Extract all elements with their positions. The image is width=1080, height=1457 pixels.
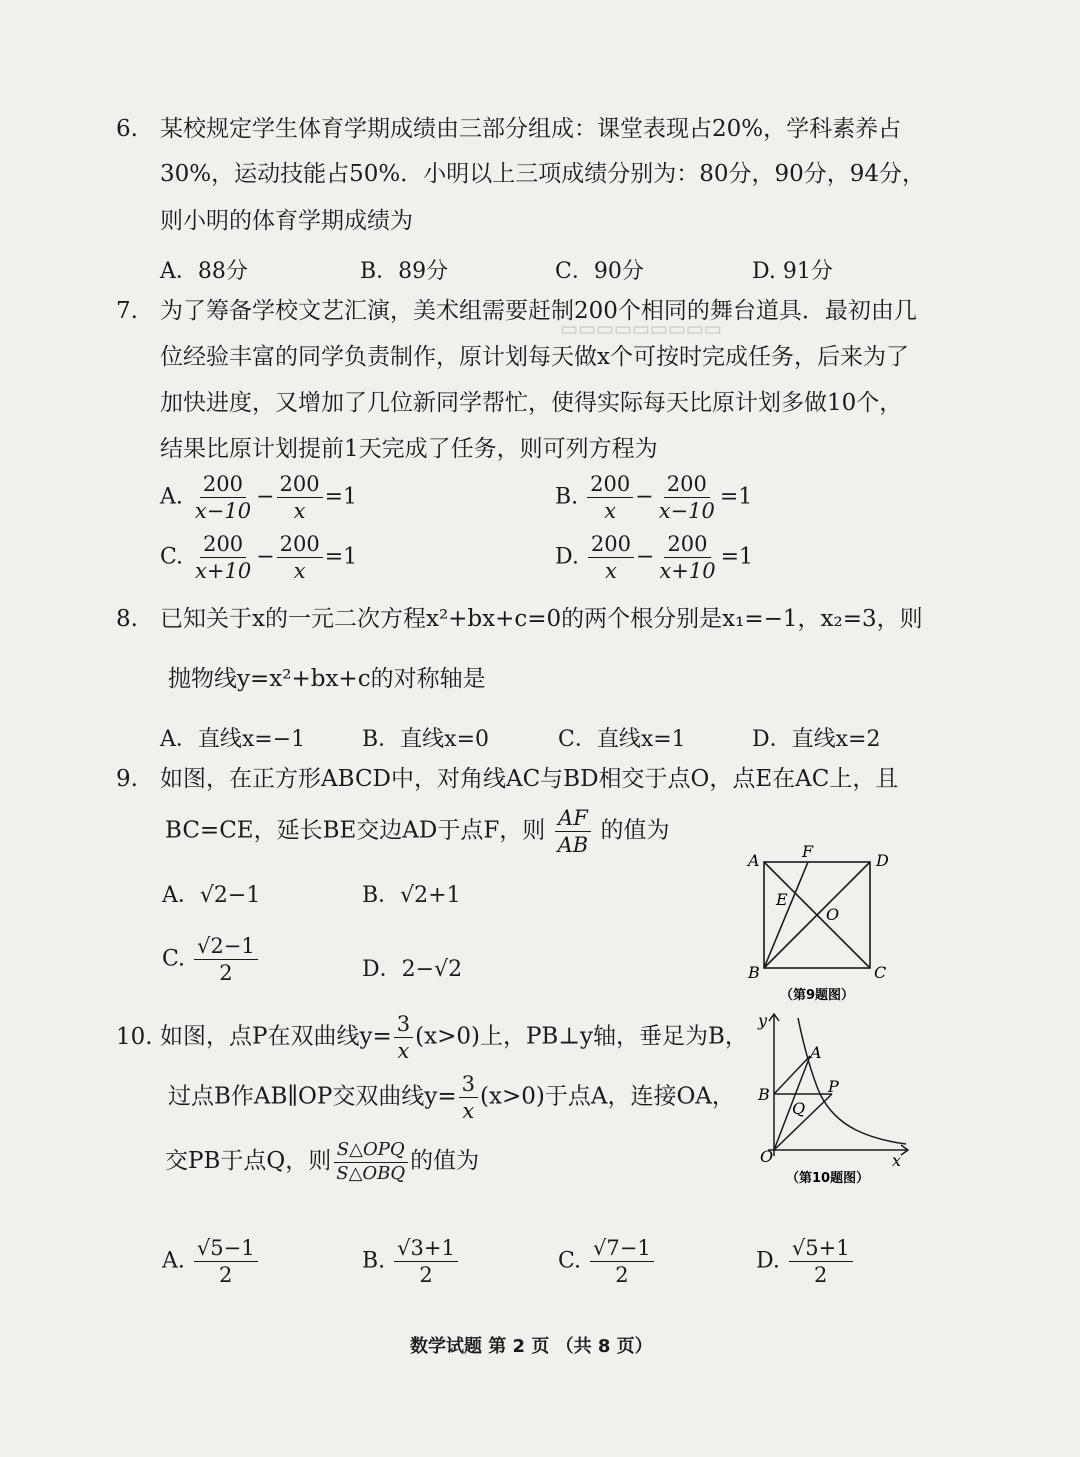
q10-option-c-frac: [590, 1236, 654, 1287]
q9-c-den: 2: [219, 961, 233, 986]
q9-label-b: B: [748, 963, 760, 982]
q7-option-a-frac1: [192, 472, 254, 523]
q10-line1-frac-den: x: [397, 1039, 410, 1064]
q9-option-a: A．√2−1: [162, 883, 261, 908]
q10-a-num: √5−1: [194, 1236, 258, 1262]
q10-figure-caption: （第10题图）: [786, 1171, 870, 1186]
q10-hyperbola: [798, 1018, 906, 1144]
bleed-through-text: ▭▭▭▭▭▭▭▭▭: [560, 318, 722, 340]
q9-label-a: A: [748, 851, 760, 870]
q7-c-den1: x+10: [195, 559, 252, 584]
q10-line2-frac-den: x: [462, 1099, 475, 1124]
q7-b-den1: x: [604, 499, 617, 524]
q7-c-num1: 200: [200, 532, 246, 558]
q7-option-d: D. $\frac{200}{x}$ − $\frac{200}{x+10}$ =1: [555, 532, 753, 584]
q10-option-d: [756, 1236, 855, 1287]
q9-option-c: [162, 934, 260, 985]
q10-label-p: P: [828, 1077, 839, 1096]
q9-figure-caption: （第9题图）: [780, 988, 855, 1003]
q9-line-bf: [764, 862, 808, 968]
q7-b-num2: 200: [664, 472, 710, 498]
q7-b-tail: =1: [719, 484, 753, 510]
q9-ratio-frac: [555, 806, 592, 857]
q10-d-num: √5+1: [789, 1236, 853, 1262]
q10-option-c: [558, 1236, 656, 1287]
q8-option-c: C．直线x=1: [558, 727, 686, 752]
q9-line1: 如图，在正方形ABCD中，对角线AC与BD相交于点O，点E在AC上，且: [160, 766, 899, 792]
q9-option-d: D．2−√2: [362, 957, 463, 982]
q7-option-c-frac2: [277, 532, 323, 583]
q10-label-a: A: [810, 1043, 822, 1062]
q10-option-a: [162, 1236, 260, 1287]
q6-line2: 30%，运动技能占50%．小明以上三项成绩分别为：80分，90分，94分，: [160, 161, 926, 187]
q7-option-b-label: B.: [555, 484, 579, 510]
q7-d-tail: =1: [720, 544, 753, 570]
q10-a-den: 2: [219, 1263, 233, 1288]
q10-ratio-num: S△OPQ: [334, 1140, 408, 1163]
q10-line3: [165, 1140, 479, 1184]
q9-label-o: O: [826, 905, 840, 924]
q10-option-d-label: D.: [756, 1248, 780, 1274]
q10-line1-b: (x>0)上，PB⊥y轴，垂足为B，: [415, 1023, 748, 1050]
q10-option-b-label: B.: [362, 1248, 386, 1274]
q10-line1-frac-num: 3: [394, 1012, 413, 1038]
q10-figure: [746, 1006, 916, 1190]
q10-label-q: Q: [792, 1099, 806, 1118]
q8-line2: 抛物线y=x²+bx+c的对称轴是: [168, 666, 486, 692]
q10-line2-b: (x>0)于点A，连接OA，: [480, 1083, 735, 1110]
q10-line2-frac: [459, 1072, 478, 1123]
q10-line2-frac-num: 3: [459, 1072, 478, 1098]
q7-option-b: B. $\frac{200}{x}$ − $\frac{200}{x-10}$ =1: [555, 472, 753, 524]
q7-d-den1: x: [604, 559, 617, 584]
q10-c-num: √7−1: [590, 1236, 654, 1262]
q7-option-c-frac1: [192, 532, 254, 583]
q9-number: 9.: [116, 766, 138, 792]
q6-line1: 某校规定学生体育学期成绩由三部分组成：课堂表现占20%，学科素养占: [160, 116, 902, 142]
q6-option-d: D. 91分: [752, 259, 833, 284]
q10-option-a-frac: [194, 1236, 258, 1287]
q10-option-a-label: A.: [162, 1248, 185, 1274]
q7-number: 7.: [116, 298, 138, 324]
q9-label-d: D: [876, 851, 889, 870]
q7-line1: 为了筹备学校文艺汇演，美术组需要赶制200个相同的舞台道具．最初由几: [160, 298, 917, 324]
q10-option-c-label: C.: [558, 1248, 582, 1274]
q7-option-d-label: D.: [555, 544, 579, 570]
q10-c-den: 2: [615, 1263, 629, 1288]
q10-option-b-frac: [394, 1236, 458, 1287]
q9-option-c-frac: [194, 934, 258, 985]
q9-label-f: F: [802, 842, 814, 861]
q8-option-b: B．直线x=0: [362, 727, 490, 752]
q7-b-den2: x−10: [658, 499, 715, 524]
q9-c-num: √2−1: [194, 934, 258, 960]
q6-line3: 则小明的体育学期成绩为: [160, 208, 413, 234]
q9-line2-a: BC=CE，延长BE交边AD于点F，则: [165, 817, 546, 844]
q9-line2-b: 的值为: [600, 817, 670, 844]
q10-ratio-frac: [333, 1140, 408, 1184]
q10-label-y: y: [758, 1011, 768, 1030]
q10-line2: [168, 1072, 735, 1123]
page-footer: 数学试题 第 2 页 （共 8 页）: [410, 1336, 653, 1357]
q6-option-c: C．90分: [555, 259, 644, 284]
q6-option-a: A．88分: [160, 259, 248, 284]
q7-option-b-frac1: [587, 472, 633, 523]
q10-line1-frac: [394, 1012, 413, 1063]
q9-option-c-label: C.: [162, 946, 186, 972]
q7-option-a-frac2: [277, 472, 323, 523]
q10-line2-a: 过点B作AB∥OP交双曲线y=: [168, 1083, 457, 1110]
q8-option-d: D．直线x=2: [752, 727, 881, 752]
q10-b-num: √3+1: [394, 1236, 458, 1262]
q9-figure: [742, 842, 902, 1004]
q7-line4: 结果比原计划提前1天完成了任务，则可列方程为: [160, 436, 658, 462]
q7-option-a: A. $\frac{200}{x-10}$ − $\frac{200}{x}$ =1: [160, 472, 358, 524]
q7-option-a-label: A.: [160, 484, 183, 510]
q6-option-b: B．89分: [360, 259, 449, 284]
q7-line3: 加快进度，又增加了几位新同学帮忙，使得实际每天比原计划多做10个，: [160, 390, 903, 416]
q10-line3-b: 的值为: [410, 1148, 480, 1175]
q9-ratio-num: AF: [555, 806, 591, 832]
q10-number: 10.: [116, 1024, 153, 1050]
q7-option-c: C. $\frac{200}{x+10}$ − $\frac{200}{x}$ =1: [160, 532, 358, 584]
q7-a-den2: x: [293, 499, 306, 524]
q10-line1: [160, 1012, 748, 1063]
q10-line-ab: [774, 1056, 810, 1094]
q8-line1: 已知关于x的一元二次方程x²+bx+c=0的两个根分别是x₁=−1，x₂=3，则: [160, 606, 923, 632]
q9-line2: [165, 806, 670, 857]
q7-b-num1: 200: [587, 472, 633, 498]
q7-a-tail: =1: [324, 484, 358, 510]
q7-d-den2: x+10: [659, 559, 716, 584]
q7-line2: 位经验丰富的同学负责制作，原计划每天做x个可按时完成任务，后来为了: [160, 344, 909, 370]
q9-option-b: B．√2+1: [362, 883, 461, 908]
q7-option-b-frac2: [656, 472, 718, 523]
q10-option-d-frac: [789, 1236, 853, 1287]
q7-a-num2: 200: [277, 472, 323, 498]
q7-option-d-frac2: [656, 532, 718, 583]
q7-d-num2: 200: [664, 532, 710, 558]
q10-option-b: [362, 1236, 460, 1287]
q7-option-c-label: C.: [160, 544, 184, 570]
q10-label-x: x: [892, 1151, 902, 1170]
q7-c-num2: 200: [277, 532, 323, 558]
q10-label-b: B: [758, 1085, 770, 1104]
q7-a-num1: 200: [200, 472, 246, 498]
q7-d-num1: 200: [588, 532, 634, 558]
q10-ratio-den: S△OBQ: [336, 1162, 406, 1184]
q8-option-a: A．直线x=−1: [160, 727, 306, 752]
q7-c-den2: x: [293, 559, 306, 584]
q7-c-tail: =1: [324, 544, 358, 570]
q9-label-e: E: [776, 890, 788, 909]
q7-option-d-frac1: [588, 532, 634, 583]
q10-b-den: 2: [419, 1263, 433, 1288]
q9-ratio-den: AB: [557, 833, 589, 858]
q10-line3-a: 交PB于点Q，则: [165, 1148, 332, 1175]
q10-label-o: O: [760, 1147, 774, 1166]
q8-number: 8.: [116, 606, 138, 632]
q10-d-den: 2: [814, 1263, 828, 1288]
q7-a-den1: x−10: [194, 499, 252, 524]
q6-number: 6.: [116, 116, 138, 142]
q9-label-c: C: [874, 963, 887, 982]
q10-line1-a: 如图，点P在双曲线y=: [160, 1023, 392, 1050]
